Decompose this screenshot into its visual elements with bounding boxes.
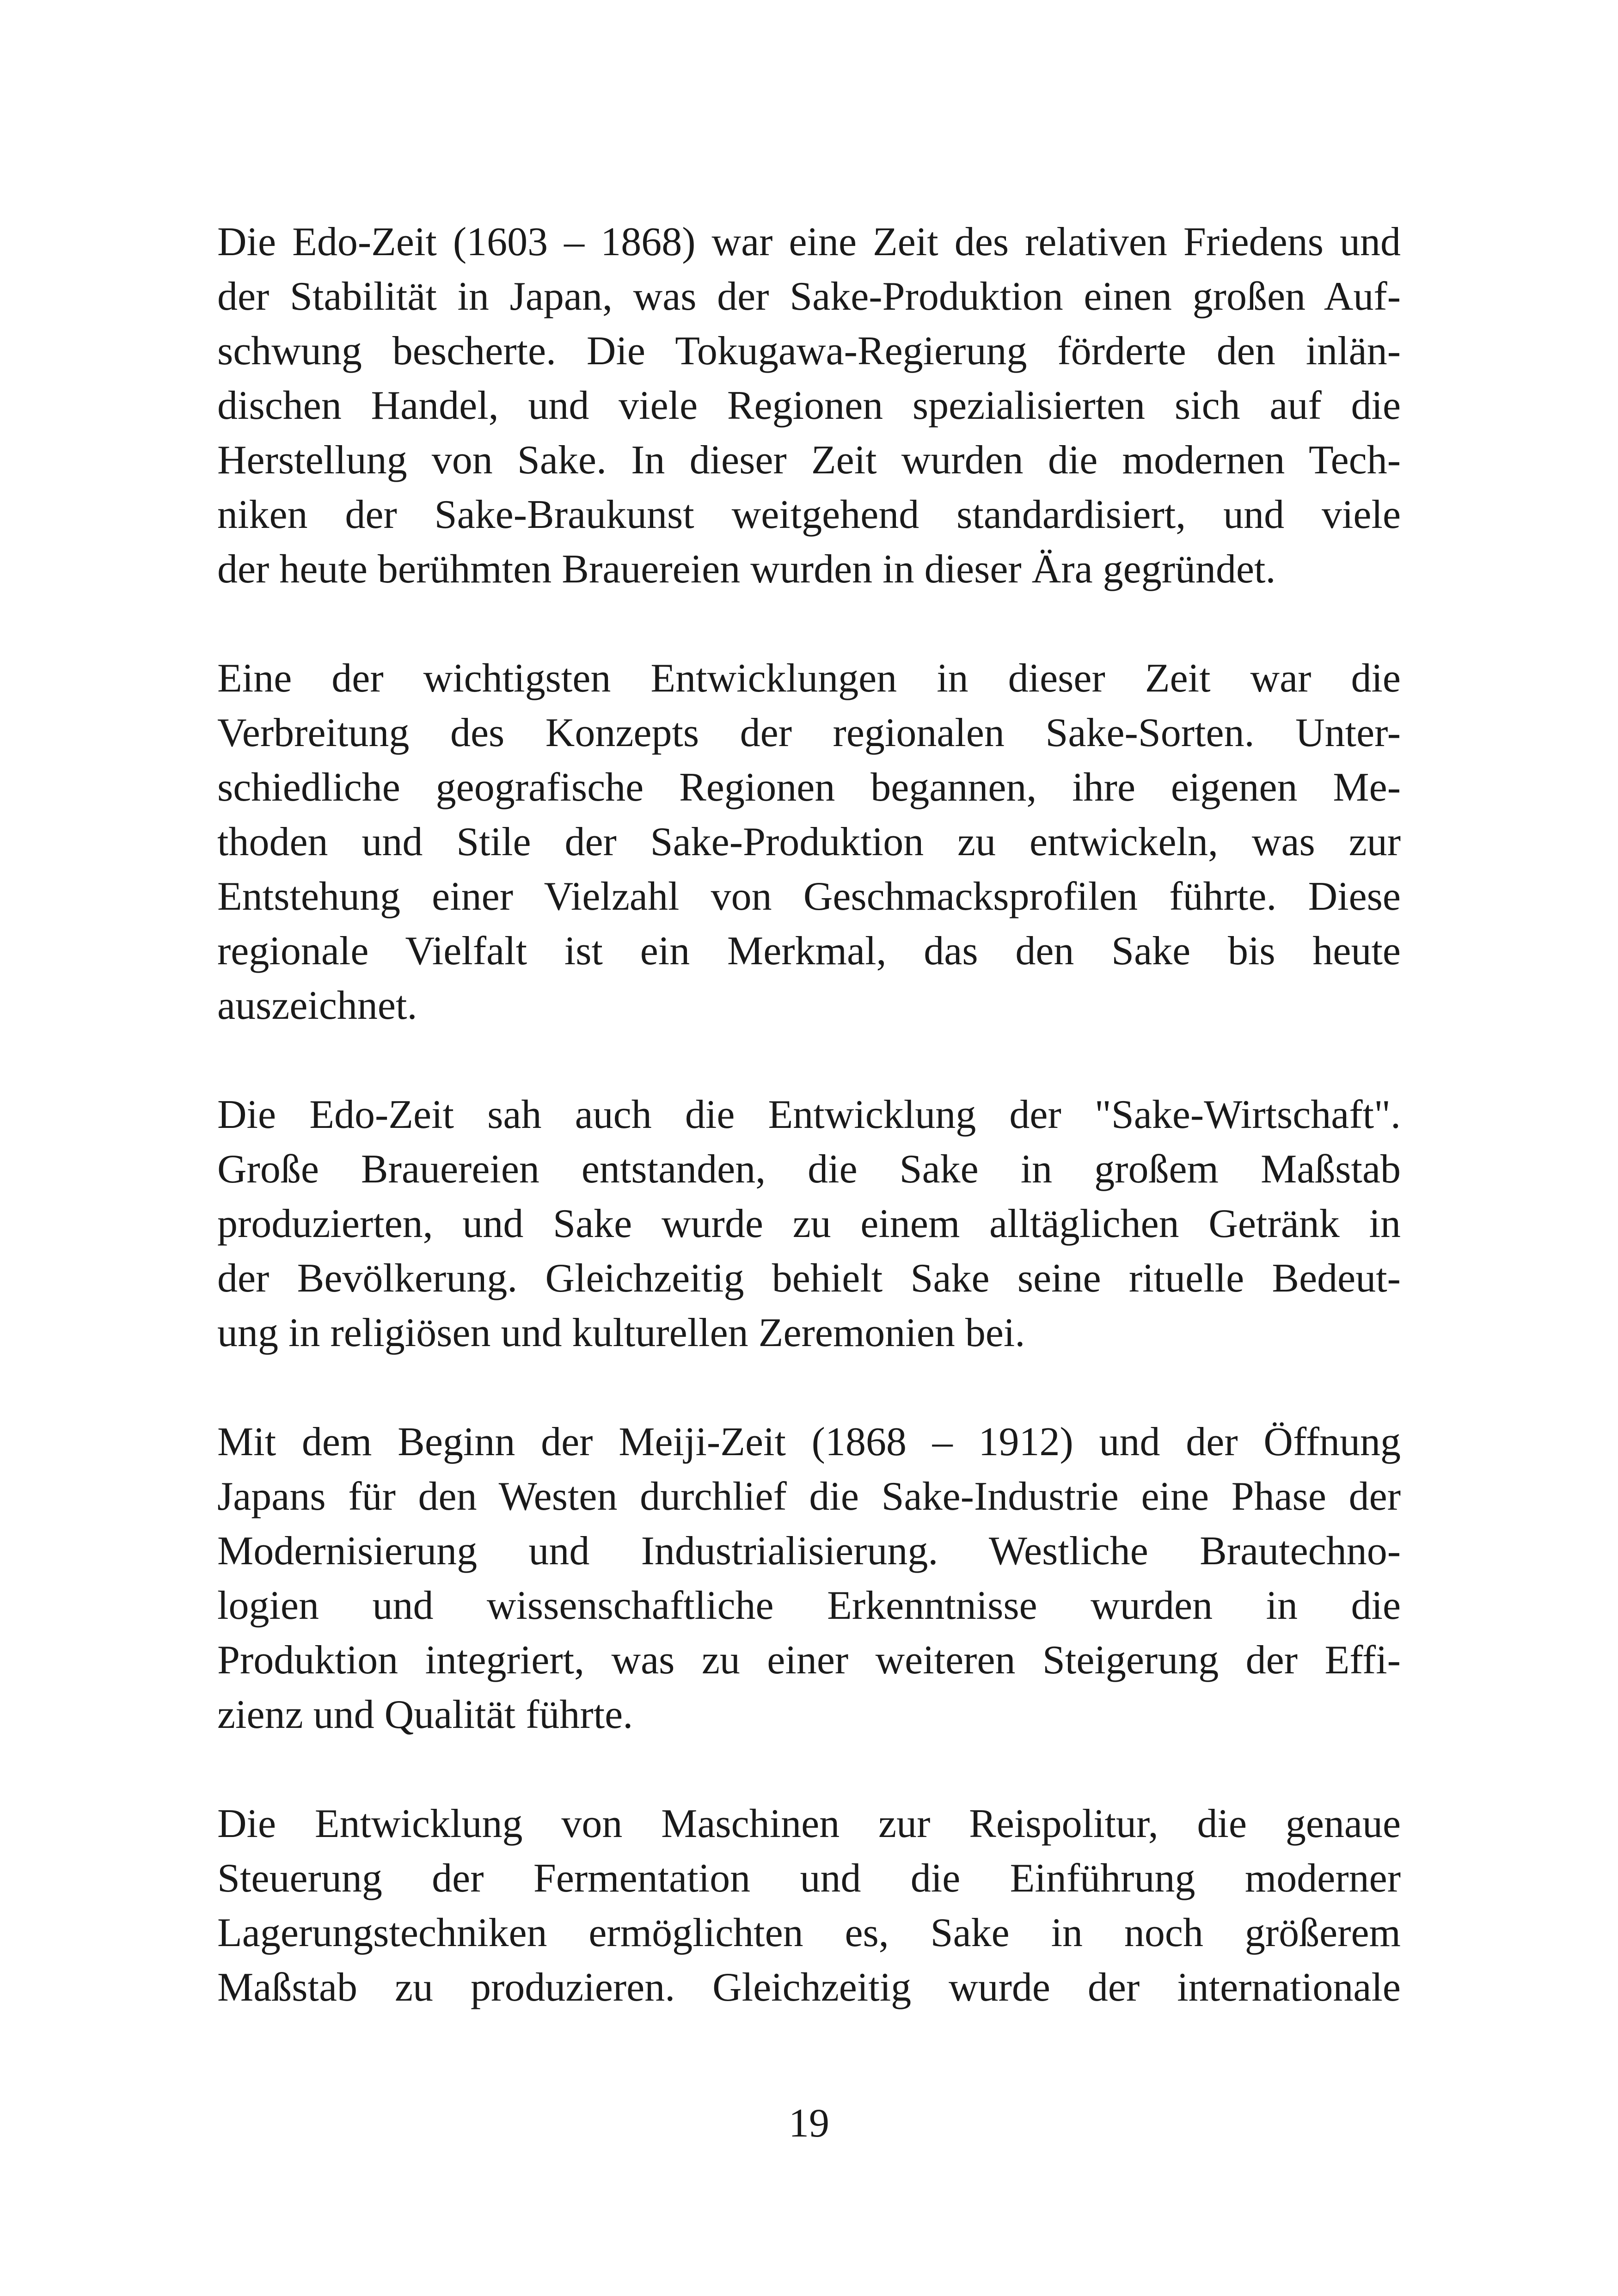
text-line: Eine der wichtigsten Entwicklungen in dieser Zeit war die <box>217 656 1401 701</box>
text-line: der Bevölkerung. Gleichzeitig behielt Sake seine rituelle Bedeut- <box>217 1256 1401 1301</box>
text-line: auszeichnet. <box>217 983 417 1028</box>
paragraph-1 <box>217 215 1401 597</box>
text-line: ung in religiösen und kulturellen Zeremonien bei. <box>217 1310 1025 1355</box>
text-line: niken der Sake-Braukunst weitgehend standardisiert, und viele <box>217 492 1401 537</box>
paragraph-2 <box>217 651 1401 1033</box>
text-line: Die Edo-Zeit sah auch die Entwicklung der "Sake-Wirtschaft". <box>217 1092 1401 1137</box>
text-line: Steuerung der Fermentation und die Einführung moderner <box>217 1856 1401 1901</box>
text-line: dischen Handel, und viele Regionen spezialisierten sich auf die <box>217 383 1401 428</box>
text-line: Lagerungstechniken ermöglichten es, Sake in noch größerem <box>217 1910 1401 1955</box>
text-line: der Stabilität in Japan, was der Sake-Produktion einen großen Auf- <box>217 274 1401 319</box>
paragraph-4 <box>217 1415 1401 1742</box>
page-number: 19 <box>789 2101 829 2146</box>
text-line: Entstehung einer Vielzahl von Geschmacksprofilen führte. Diese <box>217 874 1401 919</box>
text-line: thoden und Stile der Sake-Produktion zu entwickeln, was zur <box>217 820 1401 864</box>
text-line: Mit dem Beginn der Meiji-Zeit (1868 – 1912) und der Öffnung <box>217 1420 1401 1464</box>
paragraph-3 <box>217 1088 1401 1360</box>
text-line: zienz und Qualität führte. <box>217 1692 633 1737</box>
text-line: Die Entwicklung von Maschinen zur Reispolitur, die genaue <box>217 1801 1401 1846</box>
body-text <box>217 215 1401 2069</box>
text-line: Produktion integriert, was zu einer weiteren Steigerung der Effi- <box>217 1638 1401 1683</box>
text-line: Japans für den Westen durchlief die Sake-Industrie eine Phase der <box>217 1474 1401 1519</box>
text-line: produzierten, und Sake wurde zu einem alltäglichen Getränk in <box>217 1201 1401 1246</box>
text-line: Große Brauereien entstanden, die Sake in großem Maßstab <box>217 1147 1401 1192</box>
text-line: schiedliche geografische Regionen begannen, ihre eigenen Me- <box>217 765 1401 810</box>
text-line: schwung bescherte. Die Tokugawa-Regierung förderte den inlän- <box>217 329 1401 373</box>
text-line: Maßstab zu produzieren. Gleichzeitig wurde der internationale <box>217 1965 1401 2010</box>
text-line: Verbreitung des Konzepts der regionalen Sake-Sorten. Unter- <box>217 710 1401 755</box>
paragraph-5 <box>217 1797 1401 2015</box>
text-line: Herstellung von Sake. In dieser Zeit wurden die modernen Tech- <box>217 438 1401 483</box>
text-line: logien und wissenschaftliche Erkenntnisse wurden in die <box>217 1583 1401 1628</box>
text-line: der heute berühmten Brauereien wurden in dieser Ära gegründet. <box>217 547 1276 592</box>
text-line: Die Edo-Zeit (1603 – 1868) war eine Zeit des relativen Friedens und <box>217 220 1401 264</box>
text-line: Modernisierung und Industrialisierung. Westliche Brautechno- <box>217 1529 1401 1574</box>
text-line: regionale Vielfalt ist ein Merkmal, das den Sake bis heute <box>217 929 1401 974</box>
